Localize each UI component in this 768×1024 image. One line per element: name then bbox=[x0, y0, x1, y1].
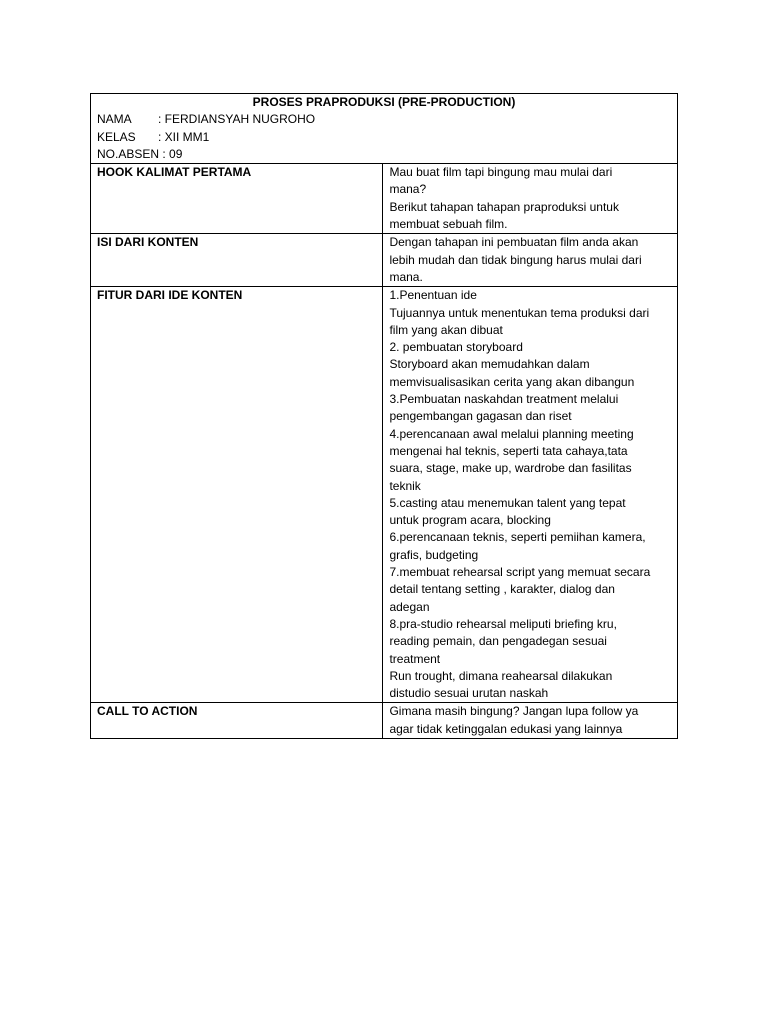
content-line: Run trought, dimana reahearsal dilakukan bbox=[389, 668, 613, 683]
content-line: teknik bbox=[389, 478, 421, 493]
content-line: Tujuannya untuk menentukan tema produksi dari bbox=[389, 305, 650, 320]
content-line: mengenai hal teknis, seperti tata cahaya,tata bbox=[389, 443, 628, 458]
content-line: memvisualisasikan cerita yang akan dibangun bbox=[389, 374, 635, 389]
content-line: 6.perencanaan teknis, seperti pemiihan kamera, bbox=[389, 530, 646, 545]
content-line: treatment bbox=[389, 651, 441, 666]
content-line: 3.Pembuatan naskahdan treatment melalui bbox=[389, 392, 619, 407]
content-line: 4.perencanaan awal melalui planning meeting bbox=[389, 426, 634, 441]
content-line: Berikut tahapan tahapan praproduksi untuk bbox=[389, 199, 619, 214]
table-row bbox=[91, 164, 678, 234]
table-row bbox=[91, 287, 678, 703]
content-line: untuk program acara, blocking bbox=[389, 513, 551, 528]
content-line: Gimana masih bingung? Jangan lupa follow ya bbox=[389, 704, 639, 719]
row-label-cta: CALL TO ACTION bbox=[91, 703, 383, 739]
nama-key: NAMA bbox=[97, 112, 132, 127]
table-row bbox=[91, 234, 678, 287]
content-line: 7.membuat rehearsal script yang memuat secara bbox=[389, 565, 651, 580]
content-line: film yang akan dibuat bbox=[389, 322, 503, 337]
row-content-isi bbox=[383, 234, 678, 287]
row-label-isi: ISI DARI KONTEN bbox=[91, 234, 383, 287]
row-label-fitur: FITUR DARI IDE KONTEN bbox=[91, 287, 383, 703]
row-content-hook bbox=[383, 164, 678, 234]
content-line: 1.Penentuan ide bbox=[389, 288, 477, 303]
content-line: 5.casting atau menemukan talent yang tepat bbox=[389, 495, 626, 510]
content-line: Mau buat film tapi bingung mau mulai dari bbox=[389, 165, 613, 180]
nama-value: : FERDIANSYAH NUGROHO bbox=[158, 112, 316, 127]
row-content-fitur bbox=[383, 287, 678, 703]
content-line: grafis, budgeting bbox=[389, 547, 479, 562]
content-line: distudio sesuai urutan naskah bbox=[389, 686, 549, 701]
content-line: lebih mudah dan tidak bingung harus mulai dari bbox=[389, 252, 642, 267]
content-line: mana. bbox=[389, 269, 423, 284]
content-line: reading pemain, dan pengadegan sesuai bbox=[389, 634, 607, 649]
header-cell bbox=[91, 94, 678, 164]
content-line: Storyboard akan memudahkan dalam bbox=[389, 357, 590, 372]
content-line: membuat sebuah film. bbox=[389, 217, 508, 232]
document-title: PROSES PRAPRODUKSI (PRE-PRODUCTION) bbox=[252, 95, 516, 109]
content-line: 8.pra-studio rehearsal meliputi briefing kru, bbox=[389, 616, 617, 631]
header-row bbox=[91, 94, 678, 164]
content-line: detail tentang setting , karakter, dialog dan bbox=[389, 582, 615, 597]
content-line: mana? bbox=[389, 182, 427, 197]
content-line: adegan bbox=[389, 599, 430, 614]
content-line: suara, stage, make up, wardrobe dan fasilitas bbox=[389, 461, 632, 476]
nama-line bbox=[97, 111, 671, 128]
table-row bbox=[91, 703, 678, 739]
content-line: agar tidak ketinggalan edukasi yang lainnya bbox=[389, 721, 623, 736]
kelas-line bbox=[97, 129, 671, 146]
row-content-cta bbox=[383, 703, 678, 739]
kelas-value: : XII MM1 bbox=[158, 129, 210, 144]
row-label-hook: HOOK KALIMAT PERTAMA bbox=[91, 164, 383, 234]
absen-line: NO.ABSEN : 09 bbox=[97, 146, 183, 161]
kelas-key: KELAS bbox=[97, 129, 136, 144]
content-line: Dengan tahapan ini pembuatan film anda akan bbox=[389, 235, 639, 250]
content-line: 2. pembuatan storyboard bbox=[389, 340, 523, 355]
content-line: pengembangan gagasan dan riset bbox=[389, 409, 572, 424]
preproduction-table bbox=[90, 93, 678, 739]
